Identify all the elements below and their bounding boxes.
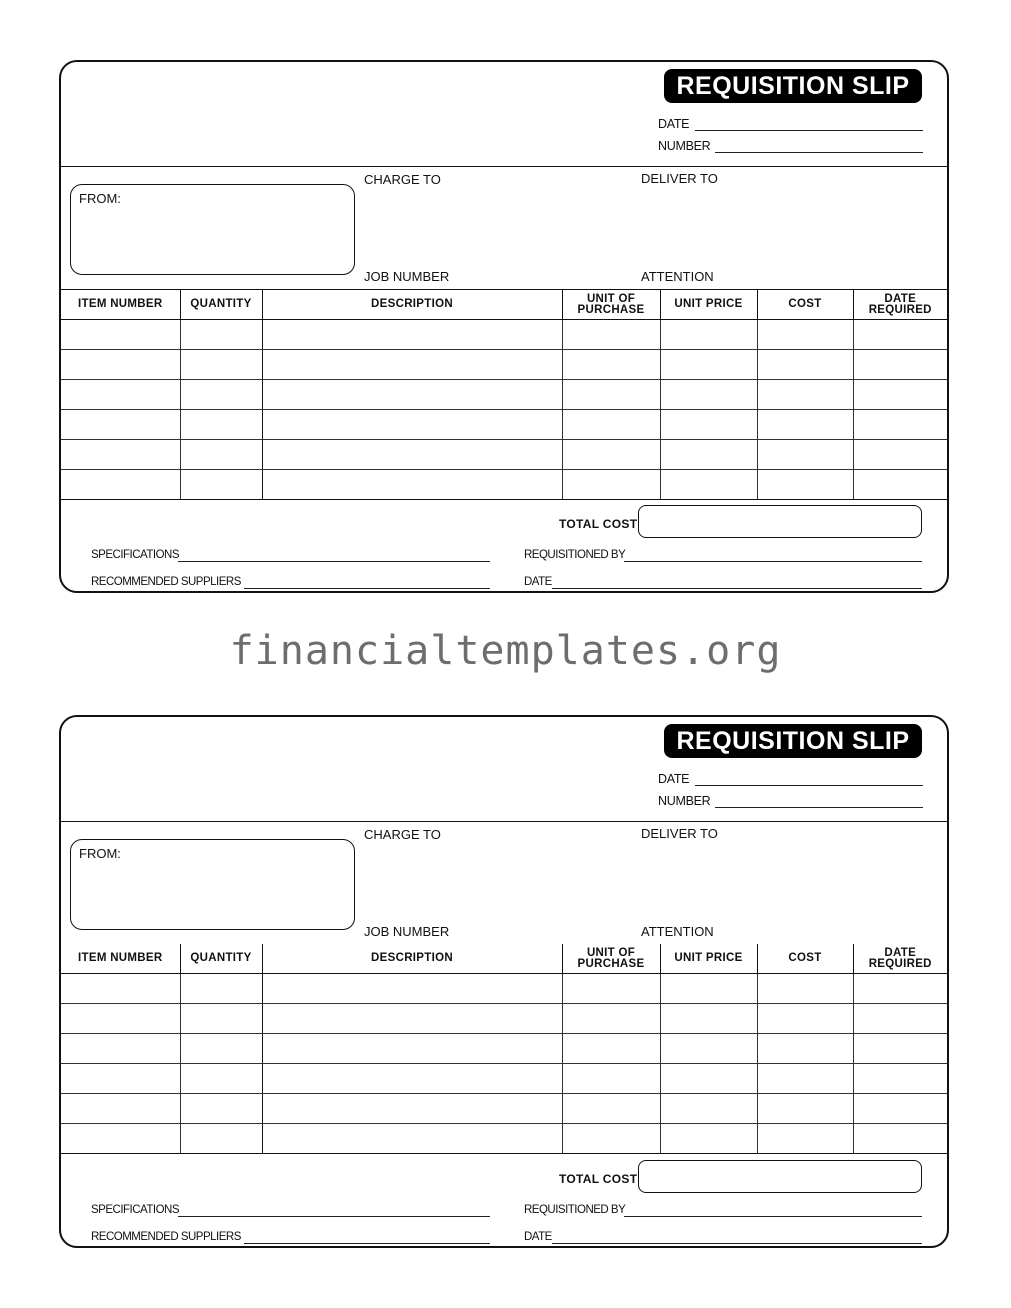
header-divider [61, 166, 947, 167]
table-row[interactable] [61, 1094, 947, 1124]
from-box[interactable] [70, 184, 355, 275]
specifications-field[interactable] [178, 1216, 490, 1217]
table-row[interactable] [61, 974, 947, 1004]
col-quantity: QUANTITY [180, 944, 262, 974]
recommended-suppliers-label: RECOMMENDED SUPPLIERS [91, 1231, 241, 1243]
from-label: FROM: [79, 846, 121, 861]
requisitioned-by-label: REQUISITIONED BY [524, 549, 626, 561]
table-row[interactable] [61, 320, 947, 350]
date-label: DATE [658, 117, 690, 131]
footer-date-field[interactable] [552, 588, 922, 589]
col-unit-price: UNIT PRICE [660, 290, 757, 320]
table-row[interactable] [61, 470, 947, 500]
specifications-label: SPECIFICATIONS [91, 549, 179, 561]
table-row[interactable] [61, 440, 947, 470]
table-row[interactable] [61, 410, 947, 440]
table-row[interactable] [61, 1034, 947, 1064]
job-number-label: JOB NUMBER [364, 269, 450, 284]
col-item-number: ITEM NUMBER [61, 290, 180, 320]
recommended-suppliers-label: RECOMMENDED SUPPLIERS [91, 576, 241, 588]
charge-to-label: CHARGE TO [364, 827, 441, 842]
items-table [61, 289, 947, 500]
total-cost-field[interactable] [638, 505, 922, 538]
total-cost-label: TOTAL COST [559, 1172, 638, 1186]
table-row[interactable] [61, 1064, 947, 1094]
table-row[interactable] [61, 350, 947, 380]
footer-date-label: DATE [524, 1231, 552, 1243]
slip-title: REQUISITION SLIP [664, 724, 922, 758]
footer-date-label: DATE [524, 576, 552, 588]
col-date-required: DATE REQUIRED [853, 944, 947, 974]
number-label: NUMBER [658, 139, 711, 153]
footer-date-field[interactable] [552, 1243, 922, 1244]
number-field[interactable] [715, 152, 923, 153]
col-unit-price: UNIT PRICE [660, 944, 757, 974]
col-unit-of-purchase: UNIT OF PURCHASE [562, 290, 660, 320]
from-label: FROM: [79, 191, 121, 206]
date-field[interactable] [695, 130, 923, 131]
total-cost-field[interactable] [638, 1160, 922, 1193]
col-quantity: QUANTITY [180, 290, 262, 320]
number-label: NUMBER [658, 794, 711, 808]
requisition-slip-1 [59, 60, 949, 593]
attention-label: ATTENTION [641, 924, 714, 939]
col-item-number: ITEM NUMBER [61, 944, 180, 974]
col-cost: COST [757, 944, 853, 974]
requisitioned-by-field[interactable] [624, 561, 922, 562]
job-number-label: JOB NUMBER [364, 924, 450, 939]
specifications-field[interactable] [178, 561, 490, 562]
slip-title: REQUISITION SLIP [664, 69, 922, 103]
col-cost: COST [757, 290, 853, 320]
col-date-required: DATE REQUIRED [853, 290, 947, 320]
deliver-to-label: DELIVER TO [641, 826, 718, 841]
attention-label: ATTENTION [641, 269, 714, 284]
requisition-slip-2 [59, 715, 949, 1248]
date-label: DATE [658, 772, 690, 786]
specifications-label: SPECIFICATIONS [91, 1204, 179, 1216]
recommended-suppliers-field[interactable] [244, 588, 490, 589]
col-description: DESCRIPTION [262, 944, 562, 974]
total-cost-label: TOTAL COST [559, 517, 638, 531]
table-row[interactable] [61, 1124, 947, 1154]
table-row[interactable] [61, 380, 947, 410]
header-divider [61, 821, 947, 822]
requisitioned-by-field[interactable] [624, 1216, 922, 1217]
charge-to-label: CHARGE TO [364, 172, 441, 187]
date-field[interactable] [695, 785, 923, 786]
requisitioned-by-label: REQUISITIONED BY [524, 1204, 626, 1216]
from-box[interactable] [70, 839, 355, 930]
col-description: DESCRIPTION [262, 290, 562, 320]
items-table [61, 944, 947, 1154]
col-unit-of-purchase: UNIT OF PURCHASE [562, 944, 660, 974]
deliver-to-label: DELIVER TO [641, 171, 718, 186]
number-field[interactable] [715, 807, 923, 808]
recommended-suppliers-field[interactable] [244, 1243, 490, 1244]
table-row[interactable] [61, 1004, 947, 1034]
watermark-text: financialtemplates.org [229, 628, 782, 674]
